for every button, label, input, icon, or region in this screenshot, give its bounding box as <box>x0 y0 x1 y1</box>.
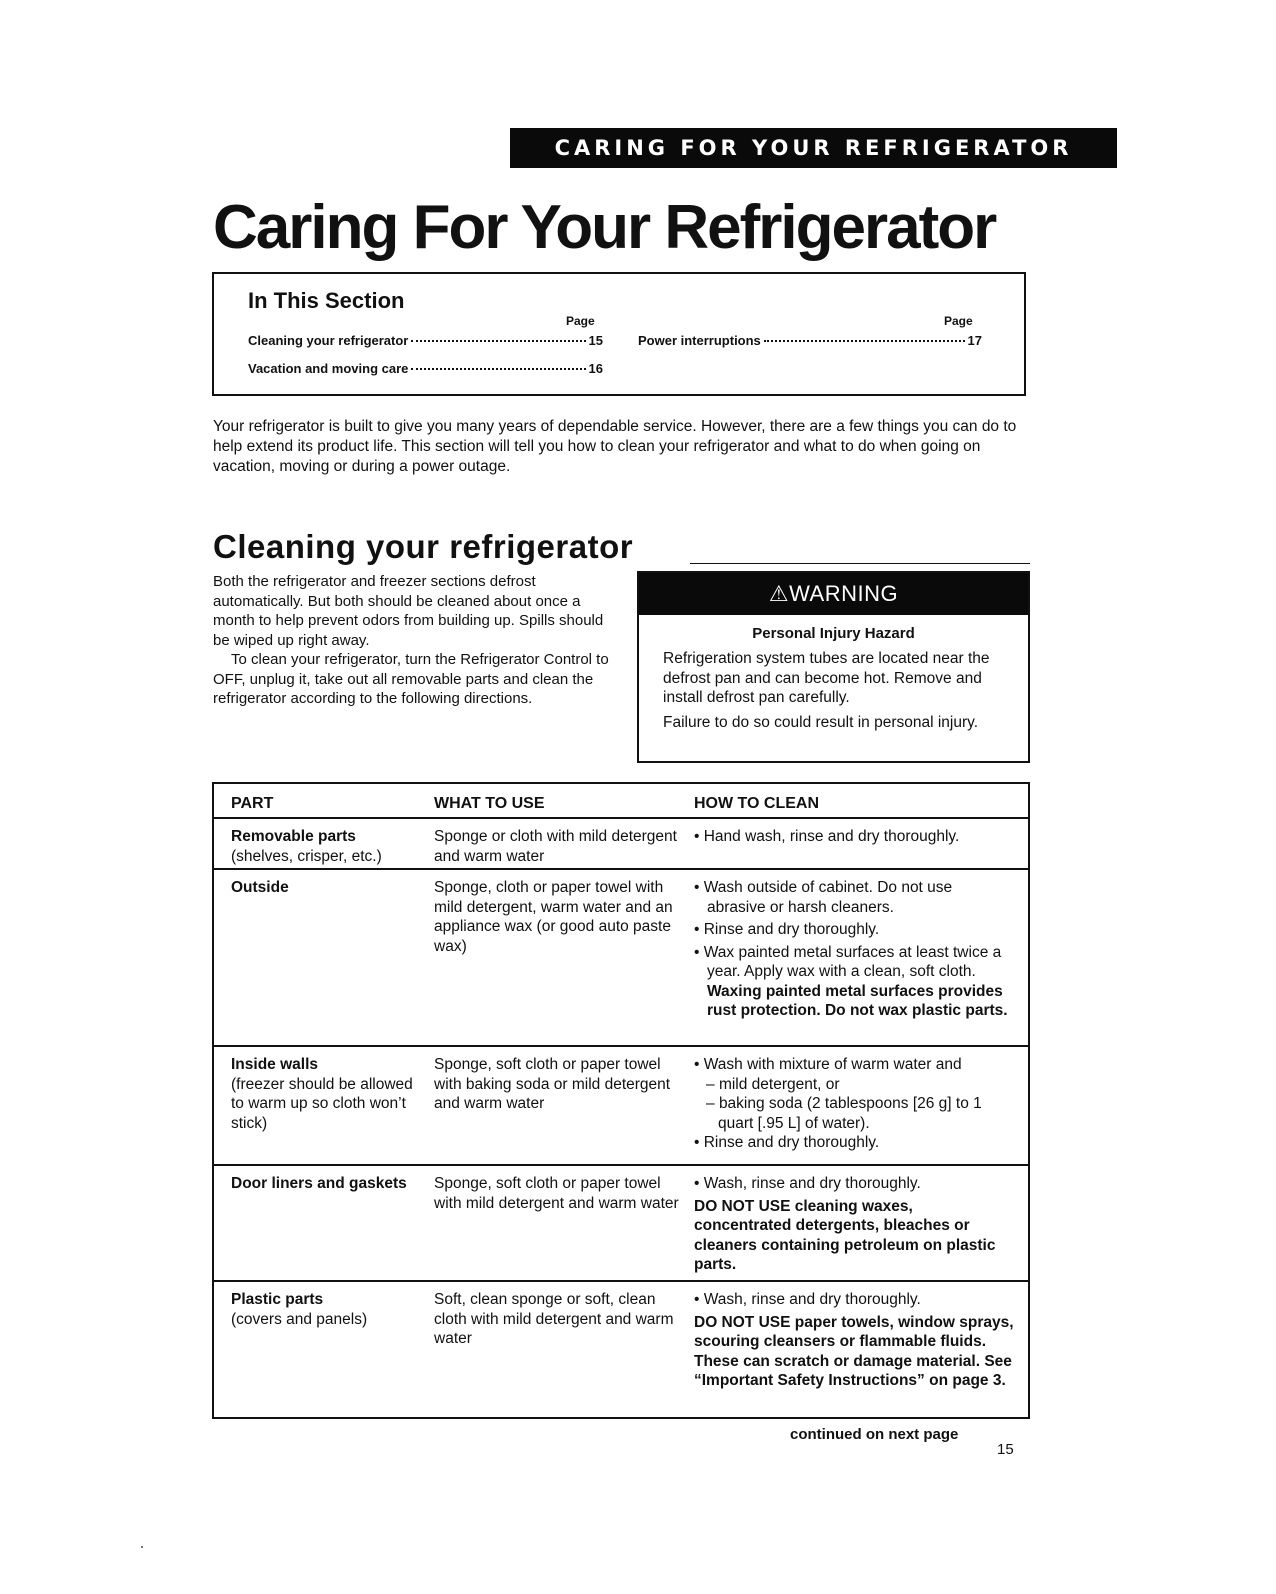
part-name: Removable parts <box>231 828 356 845</box>
part-note: (freezer should be allowed to warm up so cloth won’t stick) <box>231 1075 413 1132</box>
toc-entry-page: 17 <box>967 333 982 348</box>
toc-entry-label: Cleaning your refrigerator <box>248 333 409 348</box>
table-row <box>214 1047 1028 1166</box>
warning-header <box>639 573 1028 615</box>
warning-title: WARNING <box>789 581 899 606</box>
toc-entry[interactable] <box>248 333 603 348</box>
table-row <box>214 819 1028 870</box>
part-name: Outside <box>231 879 289 896</box>
warning-text: Failure to do so could result in personal injury. <box>663 714 979 731</box>
table-row <box>214 870 1028 1047</box>
clean-cell <box>694 1174 1014 1275</box>
warning-subtitle: Personal Injury Hazard <box>752 625 915 642</box>
toc-entry-label: Power interruptions <box>638 333 761 348</box>
clean-step: • Wash with mixture of warm water and <box>694 1055 1014 1075</box>
clean-cell <box>694 827 1014 850</box>
part-cell <box>231 827 426 866</box>
toc-entry[interactable] <box>248 361 603 376</box>
toc-page-label: Page <box>566 314 595 328</box>
clean-step: • Wash outside of cabinet. Do not use abrasive or harsh cleaners. <box>694 878 1014 917</box>
clean-warning: DO NOT USE cleaning waxes, concentrated detergents, bleaches or cleaners containing petroleum on plastic parts. <box>694 1197 996 1273</box>
table-row <box>214 1282 1028 1417</box>
section-heading: Cleaning your refrigerator <box>213 528 634 565</box>
cleaning-table <box>212 782 1030 1419</box>
toc-heading: In This Section <box>248 288 405 313</box>
clean-step: • Wash, rinse and dry thoroughly. <box>694 1290 1014 1310</box>
toc-box <box>212 272 1026 396</box>
table-header-row <box>214 784 1028 819</box>
clean-step: • Wax painted metal surfaces at least twice a year. Apply wax with a clean, soft cloth. <box>694 943 1014 982</box>
continued-note: continued on next page <box>790 1426 959 1443</box>
warning-text: Refrigeration system tubes are located near the defrost pan and can become hot. Remove and install defrost pan carefully. <box>663 650 990 706</box>
page-number: 15 <box>997 1441 1014 1458</box>
scan-mark <box>141 1546 143 1548</box>
page-title: Caring For Your Refrigerator <box>213 193 996 262</box>
clean-cell <box>694 1055 1014 1156</box>
clean-note: Waxing painted metal surfaces provides rust protection. Do not wax plastic parts. <box>707 982 1008 1019</box>
warning-box <box>637 571 1030 763</box>
warning-triangle-icon: ⚠ <box>768 581 790 606</box>
part-name: Inside walls <box>231 1056 319 1073</box>
toc-leader <box>764 340 965 342</box>
clean-step: • Rinse and dry thoroughly. <box>694 920 1014 940</box>
intro-paragraph: Your refrigerator is built to give you many years of dependable service. However, there are a few things you can do to help extend its product life. This section will tell you how to clean your refrigerator and what to do when going on vacation, moving or during a power outage. <box>213 418 1017 475</box>
section-banner: CARING FOR YOUR REFRIGERATOR <box>510 128 1117 168</box>
part-name: Plastic parts <box>231 1291 324 1308</box>
use-cell: Sponge, soft cloth or paper towel with mild detergent and warm water <box>434 1175 679 1212</box>
column-header: PART <box>231 795 274 812</box>
clean-step: • Hand wash, rinse and dry thoroughly. <box>694 827 1014 847</box>
toc-entry-page: 16 <box>588 361 603 376</box>
clean-substep: – mild detergent, or <box>694 1075 1014 1095</box>
cleaning-text <box>213 572 613 709</box>
clean-cell <box>694 1290 1014 1391</box>
column-header: WHAT TO USE <box>434 795 545 812</box>
clean-cell <box>694 878 1014 1021</box>
part-note: (shelves, crisper, etc.) <box>231 847 382 865</box>
toc-leader <box>411 368 585 370</box>
toc-entry-label: Vacation and moving care <box>248 361 409 376</box>
part-note: (covers and panels) <box>231 1310 368 1328</box>
part-name: Door liners and gaskets <box>231 1175 407 1192</box>
toc-leader <box>411 340 585 342</box>
use-cell: Sponge, cloth or paper towel with mild detergent, warm water and an appliance wax (or good auto paste wax) <box>434 879 673 955</box>
clean-step: • Wash, rinse and dry thoroughly. <box>694 1174 1014 1194</box>
cleaning-paragraph: To clean your refrigerator, turn the Refrigerator Control to OFF, unplug it, take out all removable parts and clean the refrigerator according to the following directions. <box>213 651 609 707</box>
toc-entry-page: 15 <box>588 333 603 348</box>
toc-entry[interactable] <box>638 333 982 348</box>
part-cell <box>231 1290 426 1329</box>
part-cell <box>231 1055 426 1133</box>
clean-step: • Rinse and dry thoroughly. <box>694 1133 1014 1153</box>
clean-substep: – baking soda (2 tablespoons [26 g] to 1 quart [.95 L] of water). <box>694 1094 1014 1133</box>
table-row <box>214 1166 1028 1282</box>
clean-warning: DO NOT USE paper towels, window sprays, scouring cleansers or flammable fluids. These can scratch or damage material. See “Important Safety Instructions” on page 3. <box>694 1313 1014 1389</box>
cleaning-paragraph: Both the refrigerator and freezer sections defrost automatically. But both should be cleaned about once a month to help prevent odors from building up. Spills should be wiped up right away. <box>213 573 604 649</box>
use-cell: Sponge or cloth with mild detergent and warm water <box>434 828 677 865</box>
use-cell: Sponge, soft cloth or paper towel with baking soda or mild detergent and warm water <box>434 1056 671 1112</box>
part-cell <box>231 878 426 898</box>
heading-rule <box>690 563 1030 564</box>
use-cell: Soft, clean sponge or soft, clean cloth with mild detergent and warm water <box>434 1291 674 1347</box>
column-header: HOW TO CLEAN <box>694 795 820 812</box>
toc-page-label: Page <box>944 314 973 328</box>
part-cell <box>231 1174 426 1194</box>
